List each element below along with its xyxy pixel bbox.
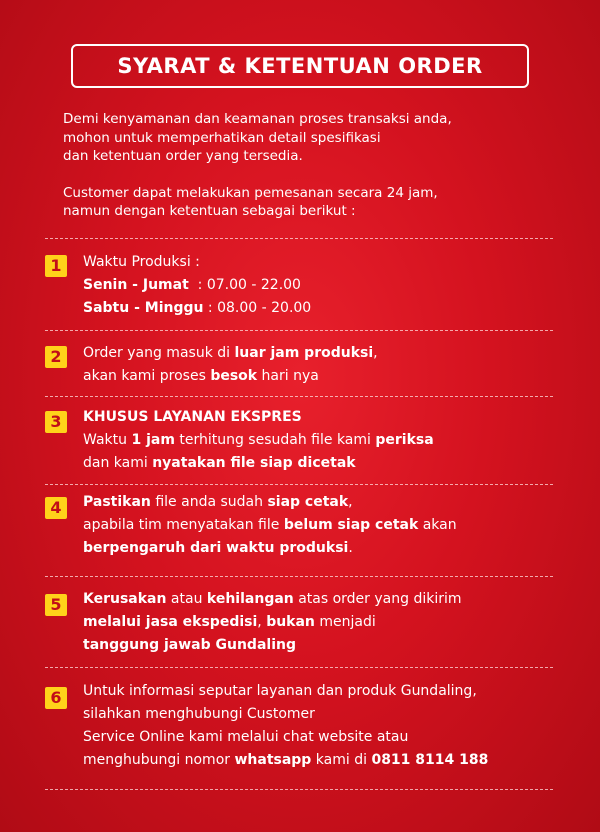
text-segment: Untuk informasi seputar layanan dan produk Gundaling, bbox=[83, 683, 477, 699]
bold-text: bukan bbox=[266, 614, 315, 630]
number-badge: 6 bbox=[45, 687, 67, 709]
intro-line: namun dengan ketentuan sebagai berikut : bbox=[63, 203, 356, 219]
text-segment: . bbox=[348, 540, 353, 556]
bold-text: Kerusakan bbox=[83, 591, 167, 607]
intro-text bbox=[63, 110, 553, 221]
item-line bbox=[83, 365, 553, 388]
bold-text: periksa bbox=[375, 432, 434, 448]
text-segment: : 08.00 - 20.00 bbox=[203, 300, 312, 316]
item-line bbox=[83, 452, 553, 475]
item-text bbox=[83, 406, 553, 475]
item-line bbox=[83, 514, 553, 537]
divider bbox=[45, 667, 553, 668]
intro-line: Demi kenyamanan dan keamanan proses transaksi anda, bbox=[63, 111, 452, 127]
text-segment: atau bbox=[166, 591, 207, 607]
divider bbox=[45, 576, 553, 577]
number-badge: 3 bbox=[45, 411, 67, 433]
bold-text: Sabtu - Minggu bbox=[83, 300, 204, 316]
bold-text: luar jam produksi bbox=[234, 345, 374, 361]
text-segment: Service Online kami melalui chat website atau bbox=[83, 729, 409, 745]
bold-text: kehilangan bbox=[206, 591, 294, 607]
text-segment: apabila tim menyatakan file bbox=[83, 517, 284, 533]
text-segment: akan bbox=[418, 517, 457, 533]
item-line bbox=[83, 703, 553, 726]
item-line bbox=[83, 274, 553, 297]
page-title: SYARAT & KETENTUAN ORDER bbox=[117, 54, 483, 78]
intro-paragraph-2 bbox=[63, 184, 553, 221]
item-line bbox=[83, 537, 553, 560]
number-badge: 1 bbox=[45, 255, 67, 277]
intro-line: dan ketentuan order yang tersedia. bbox=[63, 148, 303, 164]
text-segment: hari nya bbox=[257, 368, 319, 384]
number-badge: 5 bbox=[45, 594, 67, 616]
text-segment: Waktu bbox=[83, 432, 132, 448]
bold-text: tanggung jawab Gundaling bbox=[83, 637, 296, 653]
intro-line: mohon untuk memperhatikan detail spesifikasi bbox=[63, 129, 381, 146]
item-text bbox=[83, 680, 553, 772]
intro-line: Customer dapat melakukan pemesanan secara 24 jam, bbox=[63, 184, 438, 201]
bold-text: whatsapp bbox=[234, 752, 312, 768]
bold-text: Senin - Jumat bbox=[83, 277, 189, 293]
item-line bbox=[83, 611, 553, 634]
text-segment: silahkan menghubungi Customer bbox=[83, 706, 315, 722]
title-box bbox=[71, 44, 529, 88]
number-badge: 2 bbox=[45, 346, 67, 368]
bold-text: Pastikan bbox=[83, 494, 151, 510]
bold-text: siap cetak bbox=[267, 494, 349, 510]
item-text bbox=[83, 251, 553, 320]
bold-text: 1 jam bbox=[131, 432, 175, 448]
text-segment: , bbox=[373, 345, 378, 361]
item-text bbox=[83, 342, 553, 388]
item-line bbox=[83, 406, 553, 429]
text-segment: atas order yang dikirim bbox=[293, 591, 462, 607]
bold-text: besok bbox=[210, 368, 258, 384]
item-line bbox=[83, 297, 553, 320]
item-line bbox=[83, 680, 553, 703]
divider bbox=[45, 238, 553, 239]
bold-text: belum siap cetak bbox=[283, 517, 419, 533]
text-segment: Waktu Produksi : bbox=[83, 254, 200, 270]
text-segment: menjadi bbox=[314, 614, 376, 630]
item-line bbox=[83, 749, 553, 772]
item-text bbox=[83, 491, 553, 560]
item-line bbox=[83, 251, 553, 274]
text-segment: dan kami bbox=[83, 455, 153, 471]
text-segment: : 07.00 - 22.00 bbox=[188, 277, 301, 293]
text-segment: terhitung sesudah file kami bbox=[174, 432, 376, 448]
item-line bbox=[83, 634, 553, 657]
text-segment: Order yang masuk di bbox=[83, 345, 235, 361]
bold-text: KHUSUS LAYANAN EKSPRES bbox=[83, 409, 302, 425]
item-line bbox=[83, 726, 553, 749]
item-line bbox=[83, 342, 553, 365]
bold-text: melalui jasa ekspedisi bbox=[83, 614, 258, 630]
intro-paragraph-1 bbox=[63, 110, 553, 166]
text-segment: , bbox=[257, 614, 267, 630]
divider bbox=[45, 484, 553, 485]
item-text bbox=[83, 588, 553, 657]
divider bbox=[45, 330, 553, 331]
text-segment: kami di bbox=[311, 752, 372, 768]
text-segment: menghubungi nomor bbox=[83, 752, 235, 768]
number-badge: 4 bbox=[45, 497, 67, 519]
text-segment: , bbox=[348, 494, 353, 510]
item-line bbox=[83, 491, 553, 514]
divider bbox=[45, 789, 553, 790]
bold-text: berpengaruh dari waktu produksi bbox=[83, 540, 349, 556]
divider bbox=[45, 396, 553, 397]
bold-text: nyatakan file siap dicetak bbox=[152, 455, 356, 471]
text-segment: akan kami proses bbox=[83, 368, 211, 384]
text-segment: file anda sudah bbox=[150, 494, 268, 510]
bold-text: 0811 8114 188 bbox=[371, 752, 489, 768]
item-line bbox=[83, 429, 553, 452]
item-line bbox=[83, 588, 553, 611]
